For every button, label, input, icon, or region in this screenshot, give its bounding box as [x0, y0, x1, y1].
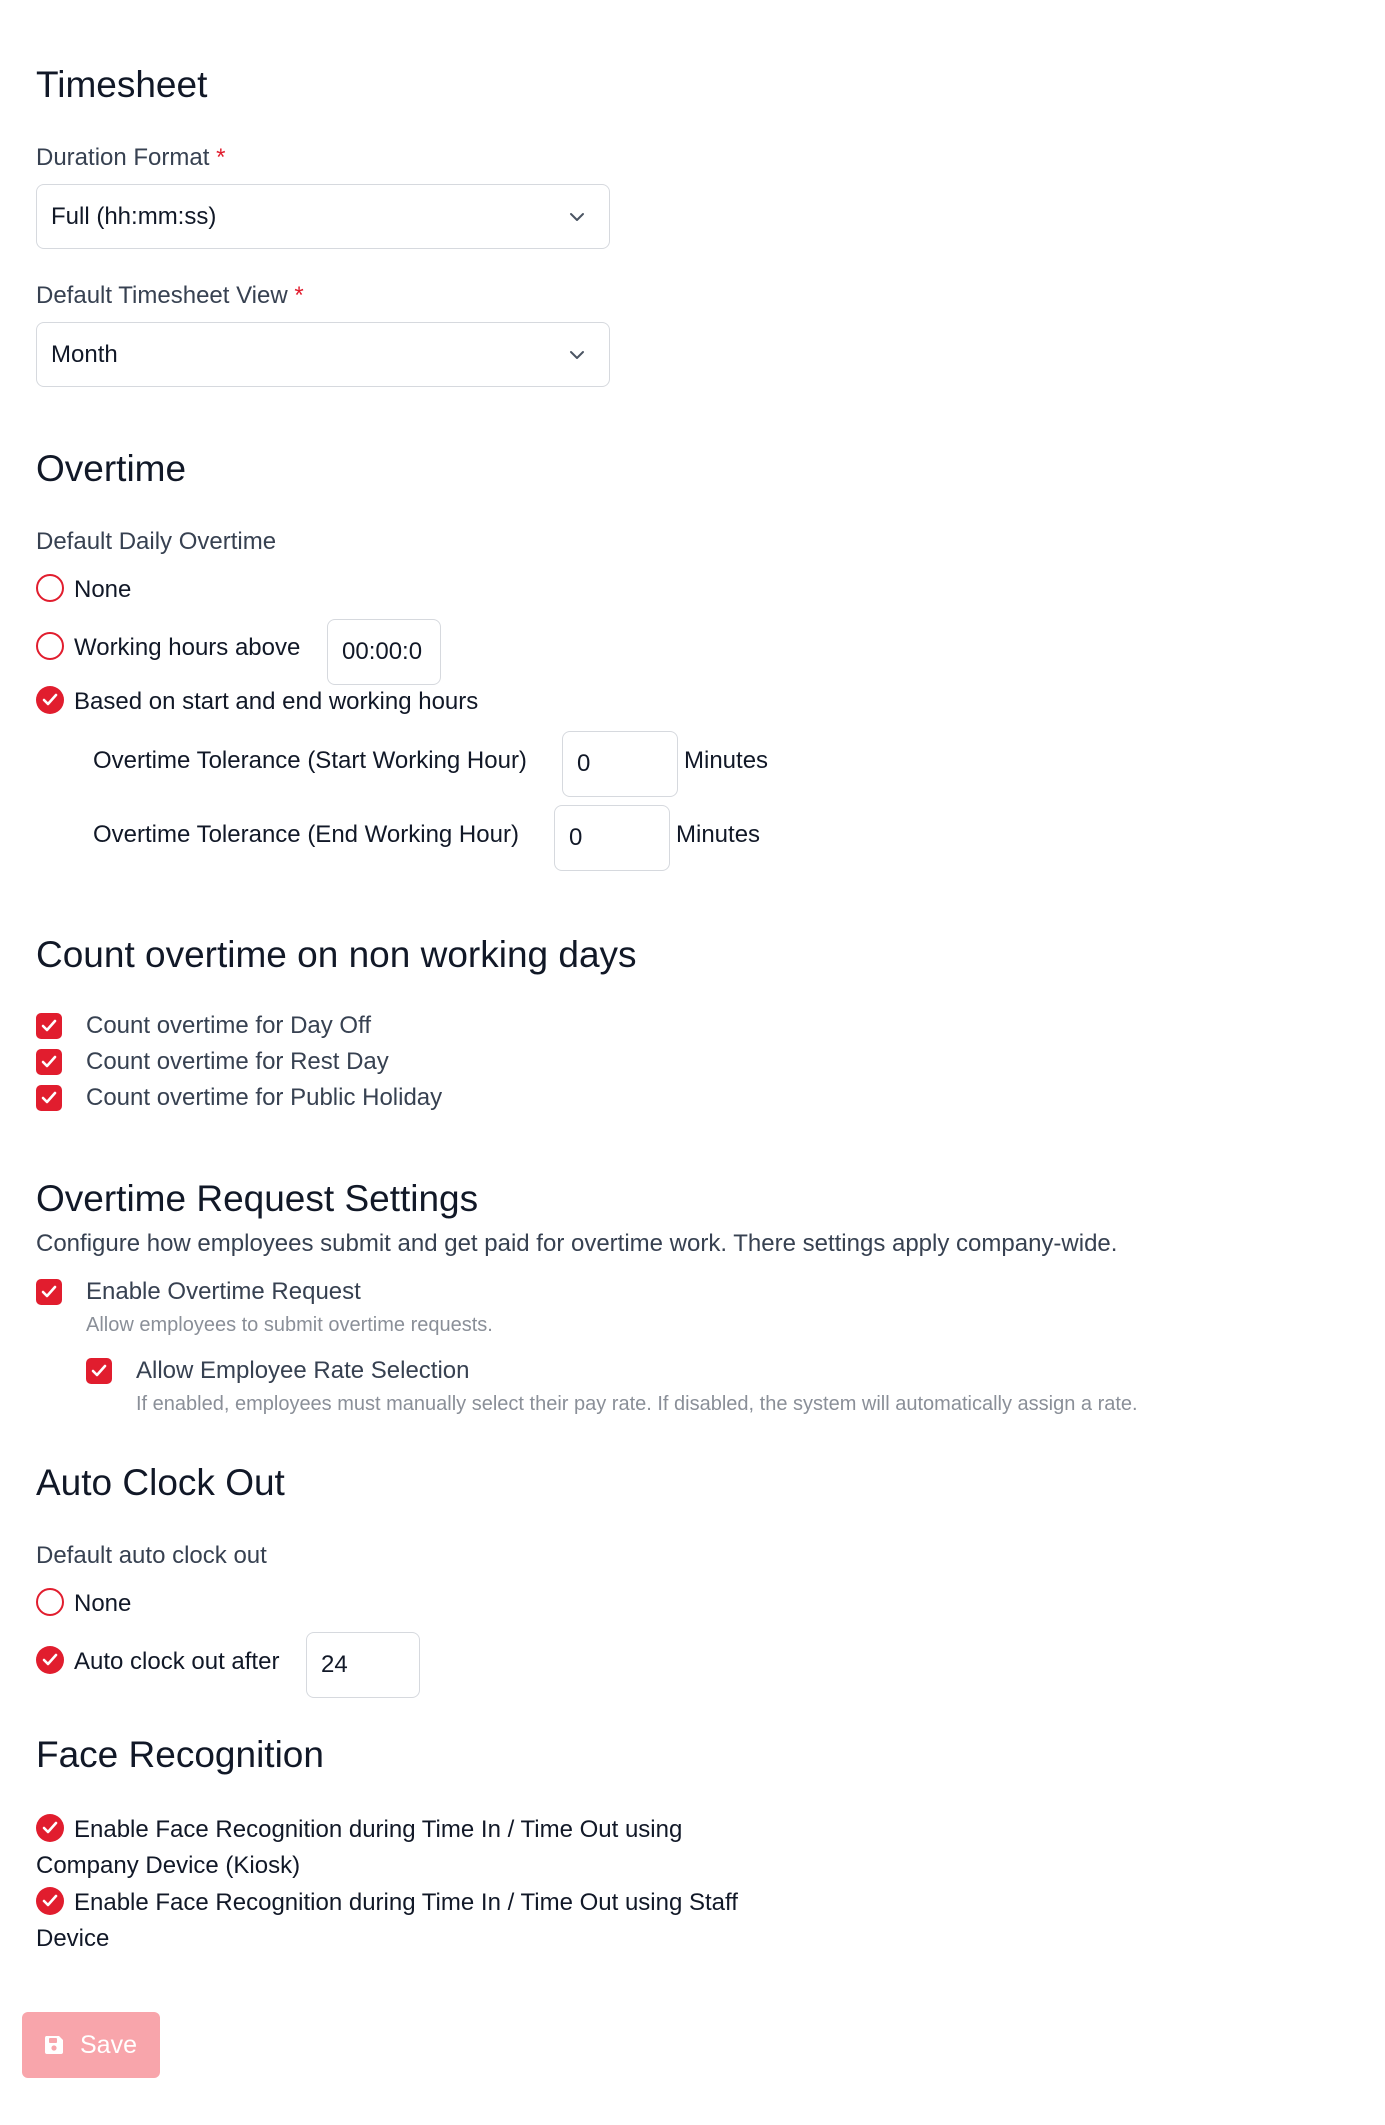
face-staff-option[interactable] — [36, 1889, 738, 1917]
enable-request-label: Enable Overtime Request — [86, 1278, 361, 1305]
check-icon — [41, 1285, 57, 1299]
rest-day-label: Count overtime for Rest Day — [86, 1048, 389, 1075]
check-icon — [42, 1653, 58, 1667]
auto-clock-option-none[interactable] — [36, 1590, 131, 1618]
public-holiday-label: Count overtime for Public Holiday — [86, 1084, 443, 1111]
radio-checked[interactable] — [36, 1646, 64, 1674]
overtime-none-label: None — [74, 576, 132, 603]
auto-clock-none-label: None — [74, 1590, 132, 1617]
based-on-label: Based on start and end working hours — [74, 688, 479, 715]
enable-request-desc: Allow employees to submit overtime requests. — [86, 1314, 493, 1336]
face-kiosk-option[interactable] — [36, 1816, 682, 1844]
default-view-value: Month — [51, 340, 118, 368]
auto-clock-after-label: Auto clock out after — [74, 1648, 280, 1675]
face-kiosk-label-cont: Company Device (Kiosk) — [36, 1852, 301, 1879]
daily-overtime-label: Default Daily Overtime — [36, 528, 277, 555]
section-title-auto-clock: Auto Clock Out — [36, 1462, 285, 1503]
section-title-overtime: Overtime — [36, 448, 187, 489]
face-staff-label-cont: Device — [36, 1925, 110, 1952]
start-tolerance-label: Overtime Tolerance (Start Working Hour) — [93, 747, 527, 774]
chevron-down-icon — [567, 207, 587, 227]
check-icon — [41, 1019, 57, 1033]
overtime-option-working-hours[interactable] — [36, 634, 300, 662]
working-hours-label: Working hours above — [74, 634, 301, 661]
auto-clock-option-after[interactable] — [36, 1648, 279, 1676]
end-tolerance-input[interactable]: 0 — [554, 805, 670, 871]
overtime-option-based-on[interactable] — [36, 688, 478, 716]
checkbox-rate-selection[interactable] — [86, 1357, 470, 1385]
check-icon — [41, 1091, 57, 1105]
checkbox-checked[interactable] — [86, 1358, 112, 1384]
duration-format-label: Duration Format * — [36, 144, 226, 171]
save-label: Save — [80, 2030, 137, 2059]
checkbox-checked[interactable] — [36, 1049, 62, 1075]
checkbox-checked[interactable] — [36, 1085, 62, 1111]
duration-format-value: Full (hh:mm:ss) — [51, 202, 217, 230]
check-icon — [42, 693, 58, 707]
checkbox-checked[interactable] — [36, 1279, 62, 1305]
section-title-face: Face Recognition — [36, 1734, 324, 1775]
duration-format-select[interactable] — [36, 184, 610, 249]
working-hours-input[interactable]: 00:00:0 — [327, 619, 441, 685]
default-view-label: Default Timesheet View * — [36, 282, 304, 309]
auto-clock-label: Default auto clock out — [36, 1542, 267, 1569]
save-icon — [42, 2033, 66, 2057]
checkbox-public-holiday[interactable] — [36, 1084, 442, 1112]
chevron-down-icon — [567, 345, 587, 365]
checkbox-checked[interactable] — [36, 1013, 62, 1039]
check-icon — [41, 1055, 57, 1069]
section-title-request: Overtime Request Settings — [36, 1178, 479, 1219]
default-view-select[interactable] — [36, 322, 610, 387]
radio-unchecked[interactable] — [36, 1588, 64, 1616]
radio-checked[interactable] — [36, 686, 64, 714]
auto-clock-hours-input[interactable]: 24 — [306, 1632, 420, 1698]
check-icon — [42, 1894, 58, 1908]
radio-unchecked[interactable] — [36, 632, 64, 660]
check-icon — [42, 1821, 58, 1835]
radio-checked[interactable] — [36, 1887, 64, 1915]
radio-checked[interactable] — [36, 1814, 64, 1842]
start-tolerance-input[interactable]: 0 — [562, 731, 678, 797]
start-tolerance-unit: Minutes — [684, 747, 769, 774]
checkbox-rest-day[interactable] — [36, 1048, 389, 1076]
face-staff-label: Enable Face Recognition during Time In / Time Out using Staff — [74, 1889, 738, 1916]
checkbox-enable-request[interactable] — [36, 1278, 361, 1306]
checkbox-day-off[interactable] — [36, 1012, 371, 1040]
radio-unchecked[interactable] — [36, 574, 64, 602]
rate-selection-desc: If enabled, employees must manually select their pay rate. If disabled, the system will automatically assign a rate. — [136, 1393, 1138, 1415]
end-tolerance-unit: Minutes — [676, 821, 761, 848]
day-off-label: Count overtime for Day Off — [86, 1012, 371, 1039]
rate-selection-label: Allow Employee Rate Selection — [136, 1357, 470, 1384]
face-kiosk-label: Enable Face Recognition during Time In / Time Out using — [74, 1816, 683, 1843]
section-title-timesheet: Timesheet — [36, 64, 208, 105]
save-button[interactable] — [22, 2012, 160, 2078]
end-tolerance-label: Overtime Tolerance (End Working Hour) — [93, 821, 519, 848]
request-subtitle: Configure how employees submit and get paid for overtime work. There settings apply company-wide. — [36, 1230, 1118, 1257]
overtime-option-none[interactable] — [36, 576, 131, 604]
section-title-non-working: Count overtime on non working days — [36, 934, 637, 975]
check-icon — [91, 1364, 107, 1378]
